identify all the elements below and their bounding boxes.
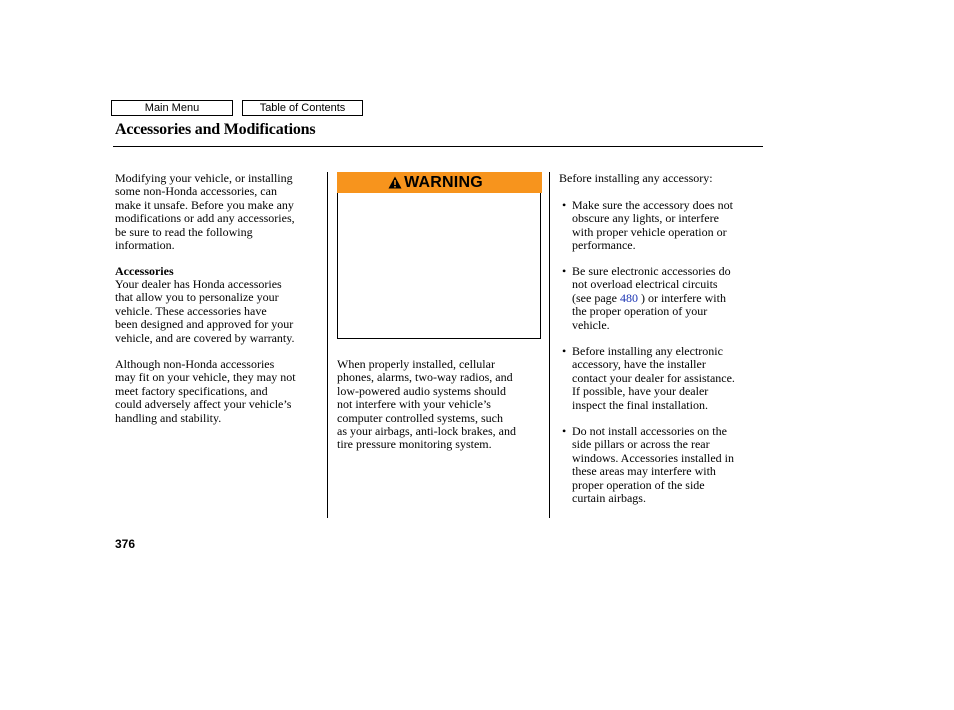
warning-box (337, 193, 541, 339)
list-item: • Make sure the accessory does not obscure any lights, or interfere with proper vehicle operation or performance. (562, 198, 733, 253)
column-divider-1 (327, 172, 328, 518)
accessories-paragraph: Your dealer has Honda accessories that allow you to personalize your vehicle. These accessories have been designed and approved for your vehicle, and are covered by warranty. (115, 277, 295, 345)
list-item: • Before installing any electronic accessory, have the installer contact your dealer for assistance. If possible, have your dealer inspect the final installation. (562, 344, 735, 412)
installation-paragraph: When properly installed, cellular phones, alarms, two-way radios, and low-powered audio systems should not interfere with your vehicle’s computer controlled systems, such as your airbags, anti-lock brakes, and tire pressure monitoring system. (337, 357, 516, 452)
table-of-contents-button[interactable]: Table of Contents (242, 100, 363, 116)
non-honda-paragraph: Although non-Honda accessories may fit on your vehicle, they may not meet factory specifications, and could adversely affect your vehicle’s handling and stability. (115, 357, 296, 425)
before-installing-intro: Before installing any accessory: (559, 171, 713, 185)
list-item: • Do not install accessories on the side pillars or across the rear windows. Accessories installed in these areas may interfere with proper operation of the side curtain airbags. (562, 424, 734, 506)
title-divider (113, 146, 763, 147)
page-number: 376 (115, 537, 136, 551)
page-title: Accessories and Modifications (115, 121, 316, 138)
warning-triangle-icon (388, 176, 402, 189)
intro-paragraph: Modifying your vehicle, or installing some non-Honda accessories, can make it unsafe. Before you make any modifications or add any accessories, be sure to read the following information. (115, 171, 295, 253)
warning-label: WARNING (404, 173, 483, 191)
warning-header (337, 172, 542, 193)
page-480-link[interactable]: 480 (619, 290, 638, 305)
accessories-heading: Accessories (115, 264, 174, 278)
column-divider-2 (549, 172, 550, 518)
main-menu-button[interactable]: Main Menu (111, 100, 233, 116)
list-item: • Be sure electronic accessories do not overload electrical circuits (see page 480 ) or interfere with the proper operation of your vehicle. (562, 264, 731, 332)
